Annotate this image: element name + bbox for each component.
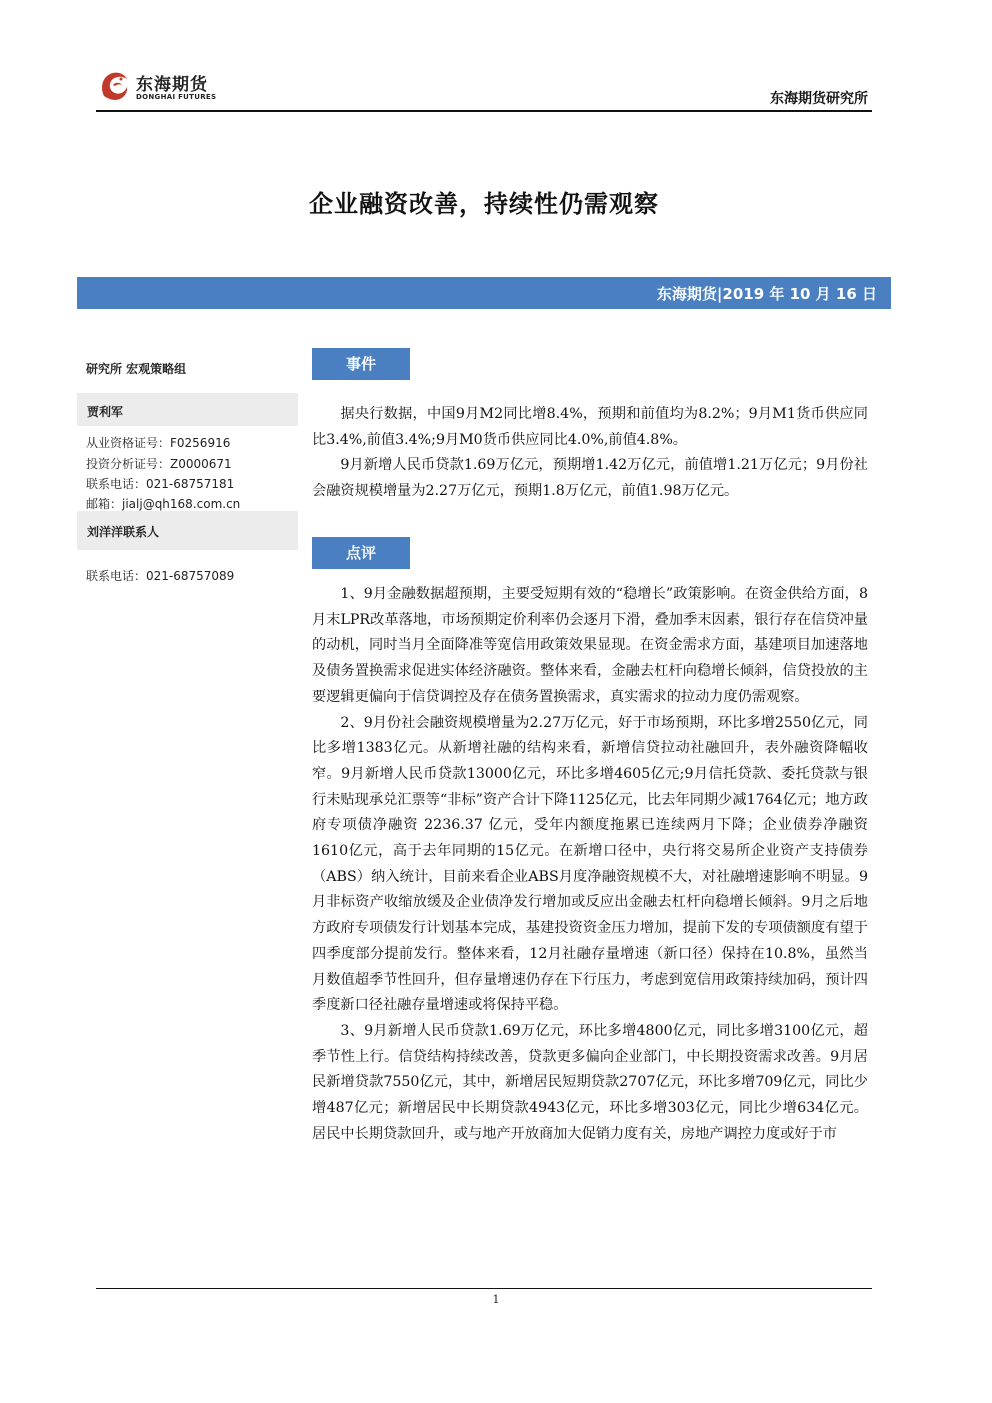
event-paragraph: 9月新增人民币贷款1.69万亿元，预期增1.42万亿元，前值增1.21万亿元；9月份社会融资规模增量为2.27万亿元，预期1.8万亿元，前值1.98万亿元。 — [312, 457, 868, 500]
institute-name: 东海期货研究所 — [770, 91, 868, 107]
document-title: 企业融资改善，持续性仍需观察 — [309, 190, 659, 218]
comment-paragraph: 1、9月金融数据超预期，主要受短期有效的“稳增长”政策影响。在资金供给方面，8月末LPR改革落地，市场预期定价利率仍会逐月下滑，叠加季末因素，银行存在信贷冲量的动机，同时当月全面降准等宽信用政策效果显现。在资金需求方面，基建项目加速落地及债务置换需求促进实体经济融资。整体来看，金融去杠杆向稳增长倾斜，信贷投放的主要逻辑更偏向于信贷调控及存在债务置换需求，真实需求的拉动力度仍需观察。 — [312, 586, 868, 705]
comment-body — [312, 582, 868, 1147]
analyst-name: 贾利军 — [87, 405, 124, 419]
header-divider — [96, 110, 872, 112]
comment-paragraph: 3、9月新增人民币贷款1.69万亿元，环比多增4800亿元，同比多增3100亿元，超季节性上行。信贷结构持续改善，贷款更多偏向企业部门，中长期投资需求改善。9月居民新增贷款7550亿元，其中，新增居民短期贷款2707亿元，环比多增709亿元，同比少增487亿元；新增居民中长期贷款4943亿元，环比多增303亿元，同比少增634亿元。居民中长期贷款回升，或与地产开放商加大促销力度有关，房地产调控力度或好于市 — [312, 1022, 868, 1142]
event-paragraph: 据央行数据，中国9月M2同比增8.4%，预期和前值均为8.2%；9月M1货币供应同比3.4%,前值3.4%;9月M0货币供应同比4.0%,前值4.8%。 — [312, 406, 868, 448]
contact-name: 刘洋洋联系人 — [87, 525, 160, 539]
comment-paragraph: 2、9月份社会融资规模增量为2.27万亿元，好于市场预期，环比多增2550亿元，同比多增1383亿元。从新增社融的结构来看，新增信贷拉动社融回升，表外融资降幅收窄。9月新增人民币贷款13000亿元，环比多增4605亿元;9月信托贷款、委托贷款与银行未贴现承兑汇票等“非标”资产合计下降1125亿元，比去年同期少减1764亿元；地方政府专项债净融资 2236.37 亿元，受年内额度拖累已连续两月下降；企业债券净融资1610亿元，高于去年同期的15亿元。在新增口径中，央行将交易所企业资产支持债券（ABS）纳入统计，目前来看企业ABS月度净融资规模不大，对社融增速影响不明显。9月非标资产收缩放缓及企业债净发行增加或反应出金融去杠杆向稳增长倾斜。9月之后地方政府专项债发行计划基本完成，基建投资资金压力增加，提前下发的专项债额度有望于四季度部分提前发行。整体来看，12月社融存量增速（新口径）保持在10.8%，虽然当月数值超季节性回升，但存量增速仍存在下行压力，考虑到宽信用政策持续加码，预计四季度新口径社融存量增速或将保持平稳。 — [312, 714, 868, 1014]
analyst-name-box — [77, 393, 298, 426]
logo-text-en: DONGHAI FUTURES — [136, 93, 217, 101]
event-body — [312, 402, 868, 505]
section-tag-event: 事件 — [312, 348, 410, 380]
banner-text: 东海期货|2019 年 10 月 16 日 — [656, 285, 877, 303]
contact-name-box — [77, 511, 298, 550]
department-label: 研究所 宏观策略组 — [86, 362, 187, 376]
analyst-invest-cert: 投资分析证号：Z0000671 — [86, 457, 232, 471]
section-tag-comment: 点评 — [312, 537, 410, 569]
logo — [96, 66, 256, 106]
analyst-cert: 从业资格证号：F0256916 — [86, 436, 231, 450]
page-number: 1 — [492, 1293, 500, 1306]
date-banner — [77, 277, 891, 309]
analyst-phone: 联系电话：021-68757181 — [86, 477, 235, 491]
dragon-logo-icon — [96, 66, 134, 106]
contact-phone: 联系电话：021-68757089 — [86, 569, 235, 583]
footer-divider — [96, 1288, 872, 1289]
analyst-email: 邮箱：jialj@qh168.com.cn — [86, 497, 241, 511]
logo-text-cn: 东海期货 — [136, 75, 208, 95]
